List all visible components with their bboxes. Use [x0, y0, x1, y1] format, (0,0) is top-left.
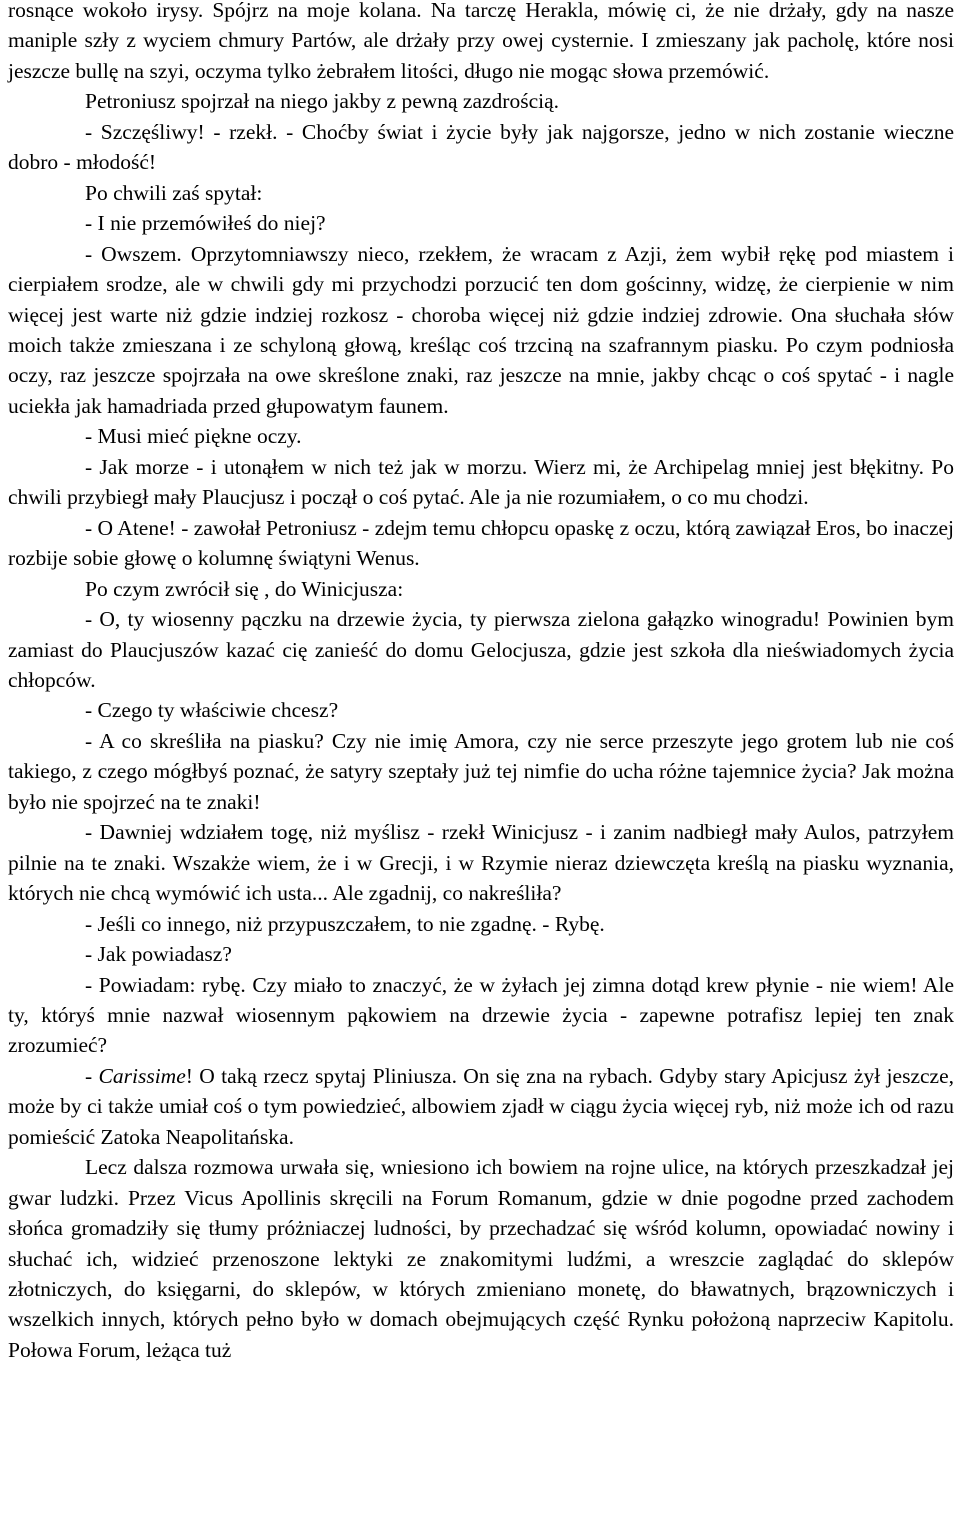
paragraph: Po chwili zaś spytał:: [85, 180, 263, 205]
paragraph: - I nie przemówiłeś do niej?: [85, 211, 326, 236]
paragraph: - Jak powiadasz?: [85, 942, 232, 967]
paragraph: - Czego ty właściwie chcesz?: [85, 698, 339, 723]
paragraph: - Jeśli co innego, niż przypuszczałem, to nie zgadnę. - Rybę.: [85, 911, 605, 936]
italic-word: Carissime: [98, 1063, 186, 1088]
paragraph: Po czym zwrócił się , do Winicjusza:: [85, 576, 404, 601]
paragraph-continuation: rosnące wokoło irysy. Spójrz na moje kolana. Na tarczę Herakla, mówię ci, że nie drżały, gdy na nasze maniple szły z wyciem chmury Partów, ale drżały przy owej cysternie. I zmieszany jak pacholę, które nosi jeszcze bullę na szyi, oczyma tylko żebrałem litości, długo nie mogąc słowa przemówić.: [8, 0, 954, 83]
text-span: -: [85, 1063, 99, 1088]
paragraph: - Musi mieć piękne oczy.: [85, 424, 302, 449]
paragraph: - O, ty wiosenny pączku na drzewie życia, ty pierwsza zielona gałązko winogradu! Powinien bym zamiast do Plaucjuszów kazać cię zanieść do domu Gelocjusza, gdzie jest szkoła dla nieświadomych życia chłopców.: [8, 607, 954, 692]
paragraph-with-italic: [8, 1061, 954, 1152]
paragraph: - Dawniej wdziałem togę, niż myślisz - rzekł Winicjusz - i zanim nadbiegł mały Aulos, patrzyłem pilnie na te znaki. Wszakże wiem, że i w Grecji, i w Rzymie nieraz dziewczęta kreślą na piasku wyznania, których nie chcą wymówić ich usta... Ale zgadnij, co nakreśliła?: [8, 820, 954, 906]
paragraph: - Owszem. Oprzytomniawszy nieco, rzekłem, że wracam z Azji, żem wybił rękę pod miastem i cierpiałem srodze, ale w chwili gdy mi przychodzi porzucić ten dom gościnny, widzę, że cierpienie w nim więcej jest warte niż gdzie indziej rozkosz - choroba więcej niż gdzie indziej zdrowie. Ona słuchała słów moich także zmieszana i ze schyloną głową, kreśląc coś trzciną na szafrannym piasku. Po czym podniosła oczy, raz jeszcze spojrzała na owe skreślone znaki, raz jeszcze na mnie, jakby chcąc o coś spytać - i nagle uciekła jak hamadriada przed głupowatym faunem.: [8, 241, 954, 418]
paragraph: - Powiadam: rybę. Czy miało to znaczyć, że w żyłach jej zimna dotąd krew płynie - nie wiem! Ale ty, któryś mnie nazwał wiosennym pąkowiem na drzewie życia - zapewne potrafisz lepiej ten znak zrozumieć?: [8, 972, 954, 1058]
paragraph: - Jak morze - i utonąłem w nich też jak w morzu. Wierz mi, że Archipelag mniej jest błękitny. Po chwili przybiegł mały Plaucjusz i począł o coś pytać. Ale ja nie rozumiałem, o co mu chodzi.: [8, 454, 954, 510]
text-span: ! O taką rzecz spytaj Pliniusza. On się zna na rybach. Gdyby stary Apicjusz żył jeszcze, może by ci także umiał coś o tym powiedzieć, albowiem zjadł w ciągu życia więcej ryb, niż może ich od razu pomieścić Zatoka Neapolitańska.: [8, 1063, 954, 1149]
paragraph: - O Atene! - zawołał Petroniusz - zdejm temu chłopcu opaskę z oczu, którą zawiązał Eros, bo inaczej rozbije sobie głowę o kolumnę świątyni Wenus.: [8, 515, 954, 571]
paragraph: - Szczęśliwy! - rzekł. - Choćby świat i życie były jak najgorsze, jedno w nich zostanie wieczne dobro - młodość!: [8, 119, 954, 175]
paragraph: Lecz dalsza rozmowa urwała się, wniesiono ich bowiem na rojne ulice, na których przeszkadzał jej gwar ludzki. Przez Vicus Apollinis skręcili na Forum Romanum, gdzie w dnie pogodne przed zachodem słońca gromadziły się tłumy próżniaczej ludności, by przechadzać się wśród kolumn, opowiadać nowiny i słuchać ich, widzieć przenoszone lektyki ze znakomitymi ludźmi, a wreszcie zaglądać do sklepów złotniczych, do księgarni, do sklepów, w których zmieniano monetę, do bławatnych, brązowniczych i wszelkich innych, których pełno było w domach obejmujących część Rynku położoną naprzeciw Kapitolu. Połowa Forum, leżąca tuż: [8, 1155, 954, 1362]
paragraph: - A co skreśliła na piasku? Czy nie imię Amora, czy nie serce przeszyte jego grotem lub nie coś takiego, z czego mógłbyś poznać, że satyry szeptały już tej nimfie do ucha różne tajemnice życia? Jak można było nie spojrzeć na te znaki!: [8, 728, 954, 814]
book-text: [8, 0, 954, 1365]
paragraph: Petroniusz spojrzał na niego jakby z pewną zazdrością.: [85, 89, 560, 114]
